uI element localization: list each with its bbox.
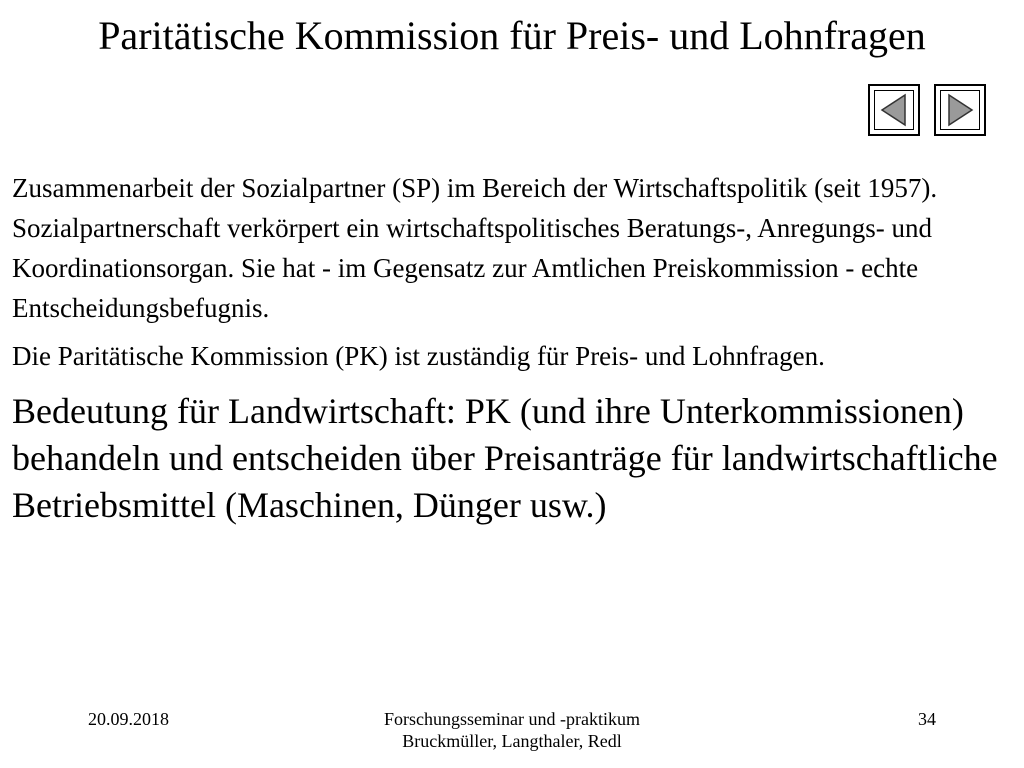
page-number: 34: [918, 709, 936, 729]
triangle-right-icon: [945, 93, 975, 127]
footer-course: [312, 708, 712, 752]
next-slide-button[interactable]: [934, 84, 986, 136]
slide-title: Paritätische Kommission für Preis- und Lohnfragen: [98, 13, 926, 58]
slide-body: [12, 168, 1002, 529]
paragraph-sozialpartner: Zusammenarbeit der Sozialpartner (SP) im Bereich der Wirtschaftspolitik (seit 1957). Sozialpartnerschaft verkörpert ein wirtschaftspolitisches Beratungs-, Anregungs- und Koordinationsorgan. Sie hat - im Gegensatz zur Amtlichen Preiskommission - echte Entscheidungsbefugnis.: [12, 173, 938, 323]
footer-course-title: Forschungsseminar und -praktikum: [384, 709, 640, 729]
slide-navigation: [868, 84, 986, 136]
paragraph-bedeutung-landwirtschaft: Bedeutung für Landwirtschaft: PK (und ihre Unterkommissionen) behandeln und entscheiden über Preisanträge für landwirtschaftliche Betriebsmittel (Maschinen, Dünger usw.): [12, 391, 998, 525]
triangle-left-icon: [879, 93, 909, 127]
previous-slide-button[interactable]: [868, 84, 920, 136]
footer-date: 20.09.2018: [88, 709, 169, 729]
footer-authors: Bruckmüller, Langthaler, Redl: [402, 731, 622, 751]
paragraph-pk-zustaendigkeit: Die Paritätische Kommission (PK) ist zuständig für Preis- und Lohnfragen.: [12, 341, 825, 371]
